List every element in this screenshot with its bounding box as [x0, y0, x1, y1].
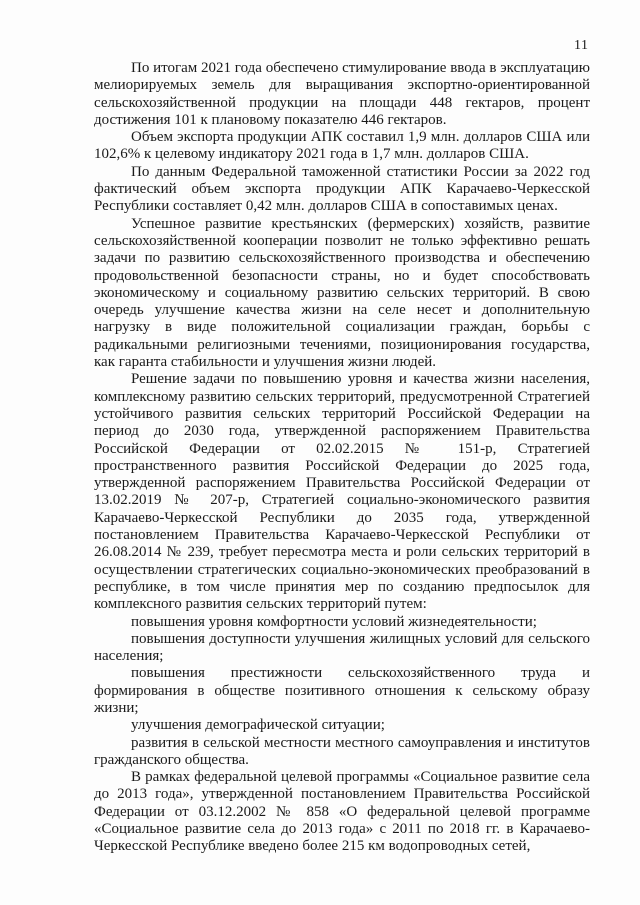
- paragraph-federal-program: В рамках федеральной целевой программы «Социальное развитие села до 2013 года», утвержденной постановлением Правительства Российской Федерации от 03.12.2002 № 858 «О федеральной целевой программе «Социальное развитие села до 2013 года» с 2011 по 2018 гг. в Карачаево-Черкесской Республике введено более 215 км водопроводных сетей,: [94, 769, 590, 855]
- paragraph-reclamation: По итогам 2021 года обеспечено стимулирование ввода в эксплуатацию мелиорируемых земель для выращивания экспортно-ориентированной сельскохозяйственной продукции на площади 448 гектаров, процент достижения 101 к плановому показателю 446 гектаров.: [94, 60, 590, 128]
- page-number: 11: [574, 38, 589, 53]
- paragraph-farm-development: Успешное развитие крестьянских (фермерских) хозяйств, развитие сельскохозяйственной кооперации позволит не только эффективно решать задачи по развитию сельскохозяйственного производства и обеспечению продовольственной безопасности страны, но и будет способствовать экономическому и социальному развитию сельских территорий. В свою очередь улучшение качества жизни на селе несет и дополнительную нагрузку в виде положительной социализации граждан, борьбы с радикальными религиозными течениями, позиционирования государства, как гаранта стабильности и улучшения жизни людей.: [94, 215, 590, 371]
- list-item-self-government: развития в сельской местности местного самоуправления и институтов гражданского общества.: [94, 734, 590, 768]
- list-item-comfort: повышения уровня комфортности условий жизнедеятельности;: [131, 613, 537, 630]
- document-body: [94, 60, 590, 856]
- list-item-housing: повышения доступности улучшения жилищных условий для сельского населения;: [94, 630, 590, 665]
- paragraph-export-volume: Объем экспорта продукции АПК составил 1,9 млн. долларов США или 102,6% к целевому индикатору 2021 года в 1,7 млн. долларов США.: [94, 129, 590, 163]
- paragraph-customs-statistics: По данным Федеральной таможенной статистики России за 2022 год фактический объем экспорта продукции АПК Карачаево-Черкесской Республики составляет 0,42 млн. долларов США в сопоставимых ценах.: [94, 163, 590, 215]
- list-item-demography: улучшения демографической ситуации;: [131, 717, 385, 734]
- list-item-prestige: повышения престижности сельскохозяйственного труда и формирования в обществе позитивного отношения к сельскому образу жизни;: [94, 665, 590, 716]
- paragraph-rural-strategy: Решение задачи по повышению уровня и качества жизни населения, комплексному развитию сельских территорий, предусмотренной Стратегией устойчивого развития сельских территорий Российской Федерации на период до 2030 года, утвержденной распоряжением Правительства Российской Федерации от 02.02.2015 № 151-р, Стратегией пространственного развития Российской Федерации до 2025 года, утвержденной распоряжением Правительства Российской Федерации от 13.02.2019 № 207-р, Стратегией социально-экономического развития Карачаево-Черкесской Республики до 2035 года, утвержденной постановлением Правительства Карачаево-Черкесской Республики от 26.08.2014 № 239, требует пересмотра места и роли сельских территорий в осуществлении стратегических социально-экономических преобразований в республике, в том числе принятия мер по созданию предпосылок для комплексного развития сельских территорий путем:: [94, 371, 590, 613]
